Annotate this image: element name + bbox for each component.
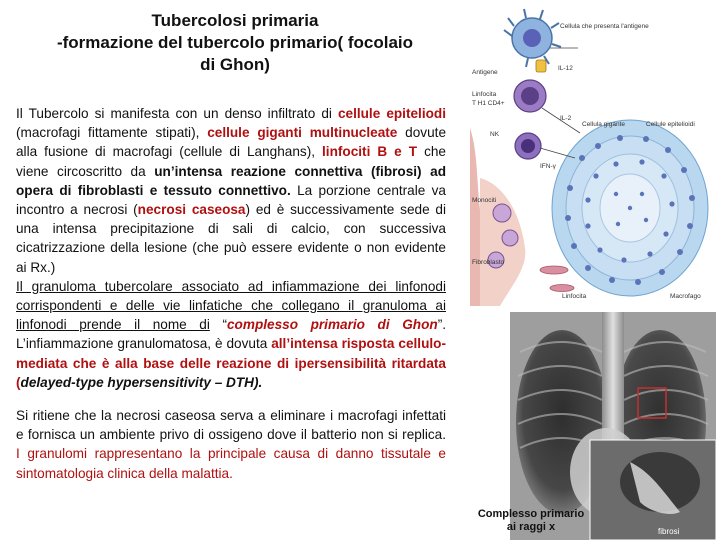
page-title	[0, 10, 470, 76]
text-span: che viene circoscritto da	[16, 144, 446, 179]
label-th1: T H1 CD4+	[472, 100, 505, 107]
text-span: Si ritiene che la necrosi caseosa serva a eliminare i macrofagi infettati e fornisca un ambiente privo di ossigeno dove il batterio non si replica.	[16, 408, 446, 443]
label-antigen: Antigene	[472, 69, 498, 76]
inset-label: fibrosi	[658, 527, 680, 536]
paragraph-2	[16, 406, 446, 483]
text-span: (macrofagi fittamente stipati),	[16, 125, 208, 141]
label-ifn: IFN-γ	[540, 163, 556, 170]
label-monocytes: Monociti	[472, 197, 497, 204]
highlight-lymphocytes: linfociti B e T	[322, 144, 418, 160]
xray-inset	[590, 440, 716, 540]
label-linfocita: Linfocita	[562, 293, 587, 300]
highlight-ghon-complex: complesso primario di Ghon	[227, 317, 438, 333]
text-span: La porzione centrale va incontro a necrosi (	[16, 182, 446, 218]
label-fibroblast: Fibroblasto	[472, 259, 505, 266]
granuloma-diagram	[470, 8, 716, 306]
body-text	[16, 104, 446, 483]
text-span: ) ed è successivamente sede di una intensa precipitazione di sali di calcio, con successiva cicatrizzazione della lesione (che può essere evidente o non evidente ai Rx.)	[16, 202, 447, 275]
highlight-caseous-necrosis: necrosi caseosa	[137, 202, 246, 218]
highlight-cell-mediated: all’intensa risposta cellulo-mediata che è alla base delle reazione di ipersensibilità ritardata (	[16, 336, 446, 390]
text-span: dovute alla fusione di macrofagi (cellule di Langhans),	[16, 125, 447, 160]
lymphocyte-cell	[514, 80, 546, 112]
label-apc: Cellula che presenta l'antigene	[560, 23, 649, 30]
title-line-3: di Ghon)	[200, 55, 270, 74]
highlight-dth: delayed-type hypersensitivity – DTH).	[20, 374, 263, 390]
fibroblasts	[540, 266, 574, 292]
label-lymphocyte: Linfocita	[472, 91, 497, 98]
chest-xray	[510, 312, 716, 540]
xray-caption	[470, 508, 592, 534]
underlined-text: Il granuloma tubercolare associato ad infiammazione dei linfonodi corrispondenti e delle vie linfatiche che collegano il granuloma ai linfonodi prende il nome di	[16, 278, 446, 333]
highlight-fibrosis: un’intensa reazione connettiva (fibrosi) ad opera di fibroblasti e tessuto connettivo.	[16, 163, 447, 198]
nk-cell	[515, 133, 541, 159]
text-span: Il Tubercolo si manifesta con un denso infiltrato di	[16, 106, 338, 121]
label-il12: IL-12	[558, 65, 573, 72]
label-macrophage: Macrofago	[670, 293, 701, 300]
highlight-giant-cells: cellule giganti multinucleate	[207, 125, 398, 141]
highlight-epitheloid: cellule epiteliodi	[337, 106, 446, 121]
text-span: ”. L’infiammazione granulomatosa, è dovuta	[16, 317, 446, 352]
granuloma-illustration	[470, 8, 716, 306]
apc-cell	[504, 9, 561, 67]
title-line-1: Tubercolosi primaria	[151, 11, 319, 30]
highlight-granulomas: I granulomi rappresentano la principale causa di danno tissutale e sintomatologia clinica della malattia.	[16, 446, 446, 481]
antigen-marker	[536, 60, 546, 72]
text-span: “	[209, 317, 227, 333]
paragraph-1	[16, 104, 446, 392]
label-giant-cell: Cellula gigante	[582, 121, 626, 128]
granuloma	[552, 120, 708, 296]
label-epithelioid: Cellule epitelioidi	[646, 121, 695, 128]
caption-line-2: ai raggi x	[506, 521, 556, 533]
title-line-2: -formazione del tubercolo primario( focolaio	[56, 33, 414, 52]
caption-line-1: Complesso primario	[477, 508, 585, 520]
label-il2: IL-2	[560, 115, 572, 122]
label-nk: NK	[490, 131, 500, 138]
xray-image	[510, 312, 716, 540]
